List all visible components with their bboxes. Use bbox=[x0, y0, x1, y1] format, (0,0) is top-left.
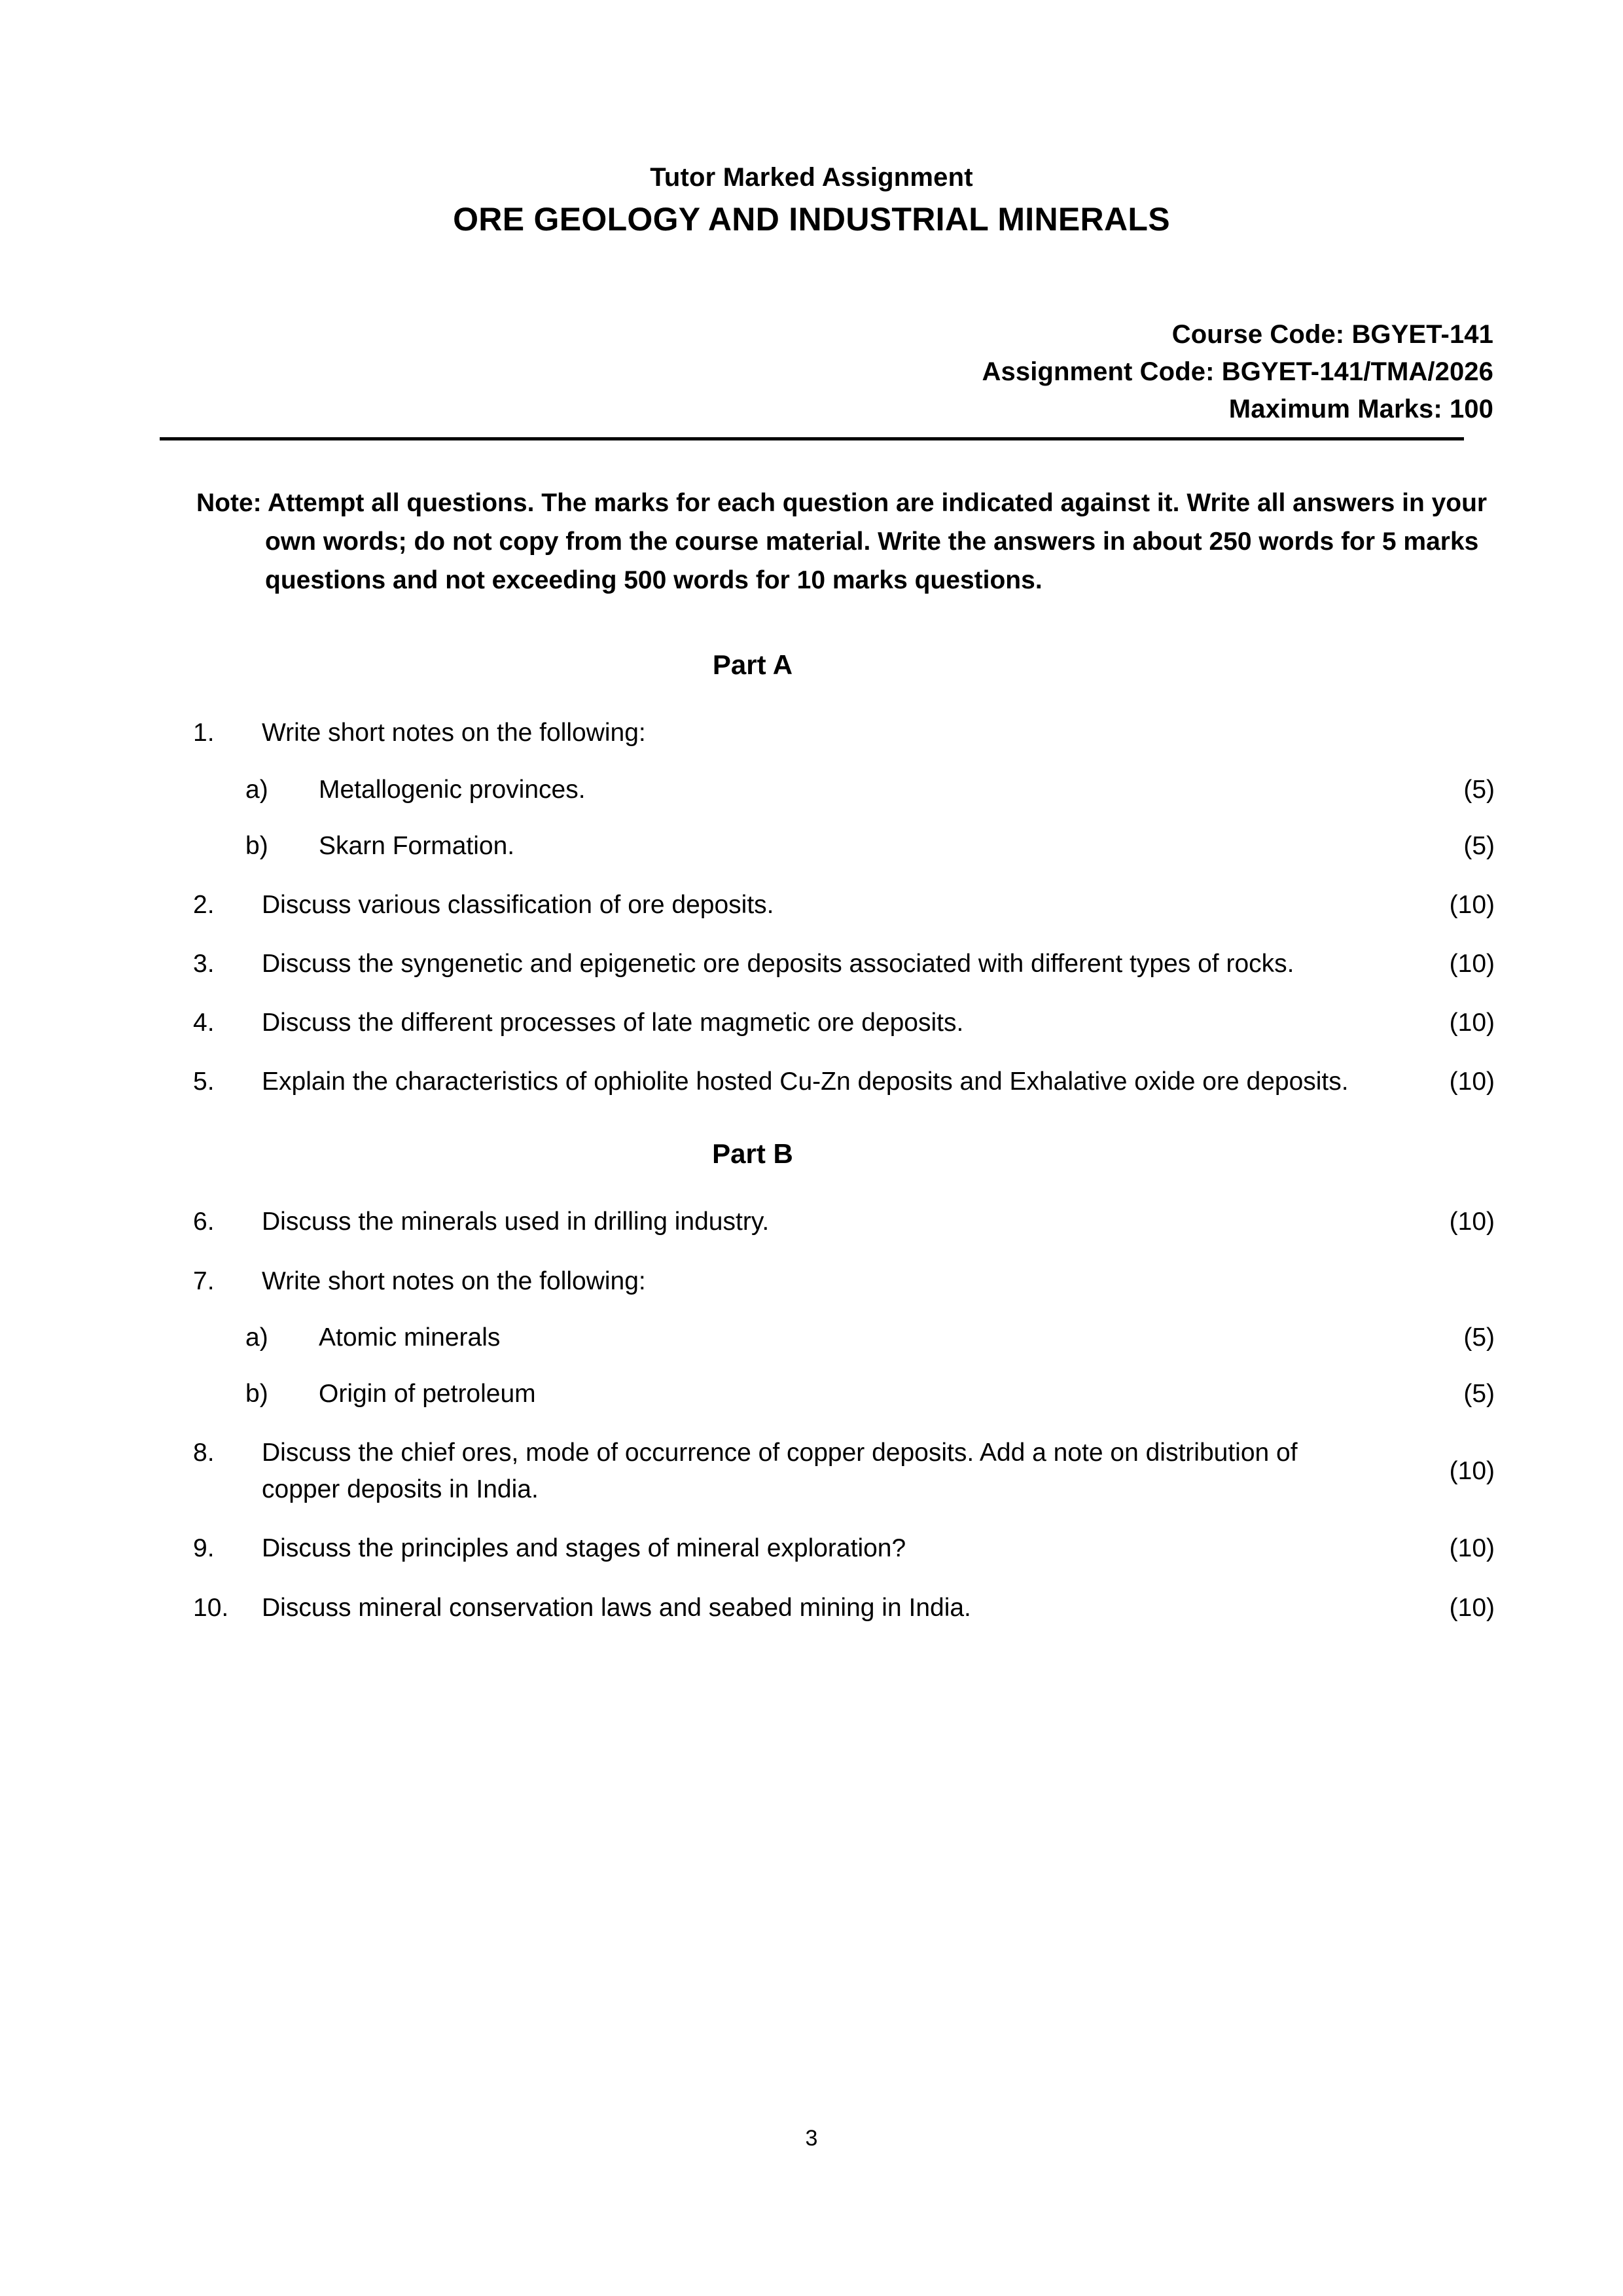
question-text: Discuss mineral conservation laws and seabed mining in India. bbox=[262, 1593, 971, 1622]
list-item bbox=[193, 772, 1495, 808]
sub-item-marks: (5) bbox=[1463, 775, 1495, 804]
page-number: 3 bbox=[805, 2126, 818, 2151]
question-number: 8. bbox=[193, 1439, 215, 1467]
question-number: 10. bbox=[193, 1593, 229, 1622]
sub-item-text: Metallogenic provinces. bbox=[319, 775, 586, 804]
course-codes-block bbox=[0, 316, 1623, 427]
sub-item-text: Skarn Formation. bbox=[319, 831, 515, 860]
question-number: 1. bbox=[193, 719, 215, 747]
sub-item-text: Atomic minerals bbox=[319, 1323, 501, 1352]
question-marks: (10) bbox=[1449, 1457, 1495, 1486]
question-number: 5. bbox=[193, 1067, 215, 1096]
question-row bbox=[193, 1435, 1495, 1508]
maximum-marks: Maximum Marks: 100 bbox=[1228, 394, 1493, 423]
question-text: Discuss the principles and stages of mineral exploration? bbox=[262, 1534, 906, 1563]
sub-item-label: a) bbox=[245, 1323, 268, 1352]
question-subitems bbox=[193, 1319, 1495, 1412]
question-text: Discuss various classification of ore deposits. bbox=[262, 890, 774, 919]
question-number: 4. bbox=[193, 1009, 215, 1037]
sub-item-label: a) bbox=[245, 775, 268, 804]
question-row bbox=[193, 1204, 1495, 1240]
sub-item-marks: (5) bbox=[1463, 1323, 1495, 1352]
question-text: Discuss the chief ores, mode of occurrence of copper deposits. Add a note on distribution of copper deposits in India. bbox=[262, 1439, 1298, 1504]
page-title: ORE GEOLOGY AND INDUSTRIAL MINERALS bbox=[453, 201, 1170, 238]
question-marks: (10) bbox=[1449, 1534, 1495, 1563]
question-text: Write short notes on the following: bbox=[262, 1266, 646, 1295]
part-a-questions bbox=[0, 715, 1623, 1100]
question-subitems bbox=[193, 772, 1495, 865]
question-marks: (10) bbox=[1449, 950, 1495, 978]
question-marks: (10) bbox=[1449, 1208, 1495, 1236]
sub-item-label: b) bbox=[245, 1379, 268, 1408]
list-item bbox=[193, 828, 1495, 865]
question-number: 2. bbox=[193, 890, 215, 919]
part-a-heading: Part A bbox=[712, 649, 793, 681]
question-text: Discuss the syngenetic and epigenetic ore deposits associated with different types of rocks. bbox=[262, 950, 1294, 978]
question-text: Discuss the different processes of late magmetic ore deposits. bbox=[262, 1009, 964, 1037]
assignment-code: Assignment Code: BGYET-141/TMA/2026 bbox=[982, 357, 1493, 386]
question-marks: (10) bbox=[1449, 1009, 1495, 1037]
question-marks: (10) bbox=[1449, 890, 1495, 919]
sub-item-marks: (5) bbox=[1463, 1379, 1495, 1408]
question-row bbox=[193, 1530, 1495, 1567]
sub-item-label: b) bbox=[245, 831, 268, 860]
part-b-heading: Part B bbox=[712, 1138, 793, 1170]
sub-item-text: Origin of petroleum bbox=[319, 1379, 536, 1408]
question-number: 3. bbox=[193, 950, 215, 978]
question-number: 9. bbox=[193, 1534, 215, 1563]
question-row bbox=[193, 715, 1495, 751]
question-text: Write short notes on the following: bbox=[262, 719, 646, 747]
question-marks: (10) bbox=[1449, 1067, 1495, 1096]
part-b-questions bbox=[0, 1204, 1623, 1626]
list-item bbox=[193, 1319, 1495, 1356]
document-kicker: Tutor Marked Assignment bbox=[650, 163, 973, 192]
list-item bbox=[193, 1376, 1495, 1412]
question-row bbox=[193, 1005, 1495, 1041]
header-divider bbox=[160, 437, 1464, 440]
question-row bbox=[193, 946, 1495, 982]
instructions-note: Note: Attempt all questions. The marks for each question are indicated against it. Write all answers in your own words; do not copy from the course material. Write the answers in about 250 words for 5 marks questions and not exceeding 500 words for 10 marks questions. bbox=[196, 488, 1488, 595]
question-number: 7. bbox=[193, 1266, 215, 1295]
question-text: Discuss the minerals used in drilling industry. bbox=[262, 1208, 770, 1236]
question-text: Explain the characteristics of ophiolite hosted Cu-Zn deposits and Exhalative oxide ore deposits. bbox=[262, 1067, 1349, 1096]
question-row bbox=[193, 887, 1495, 924]
course-code: Course Code: BGYET-141 bbox=[1171, 320, 1493, 350]
question-marks: (10) bbox=[1449, 1593, 1495, 1622]
question-row bbox=[193, 1263, 1495, 1300]
question-row bbox=[193, 1590, 1495, 1626]
sub-item-marks: (5) bbox=[1463, 831, 1495, 860]
question-number: 6. bbox=[193, 1208, 215, 1236]
document-header bbox=[0, 0, 1623, 239]
question-row bbox=[193, 1064, 1495, 1100]
